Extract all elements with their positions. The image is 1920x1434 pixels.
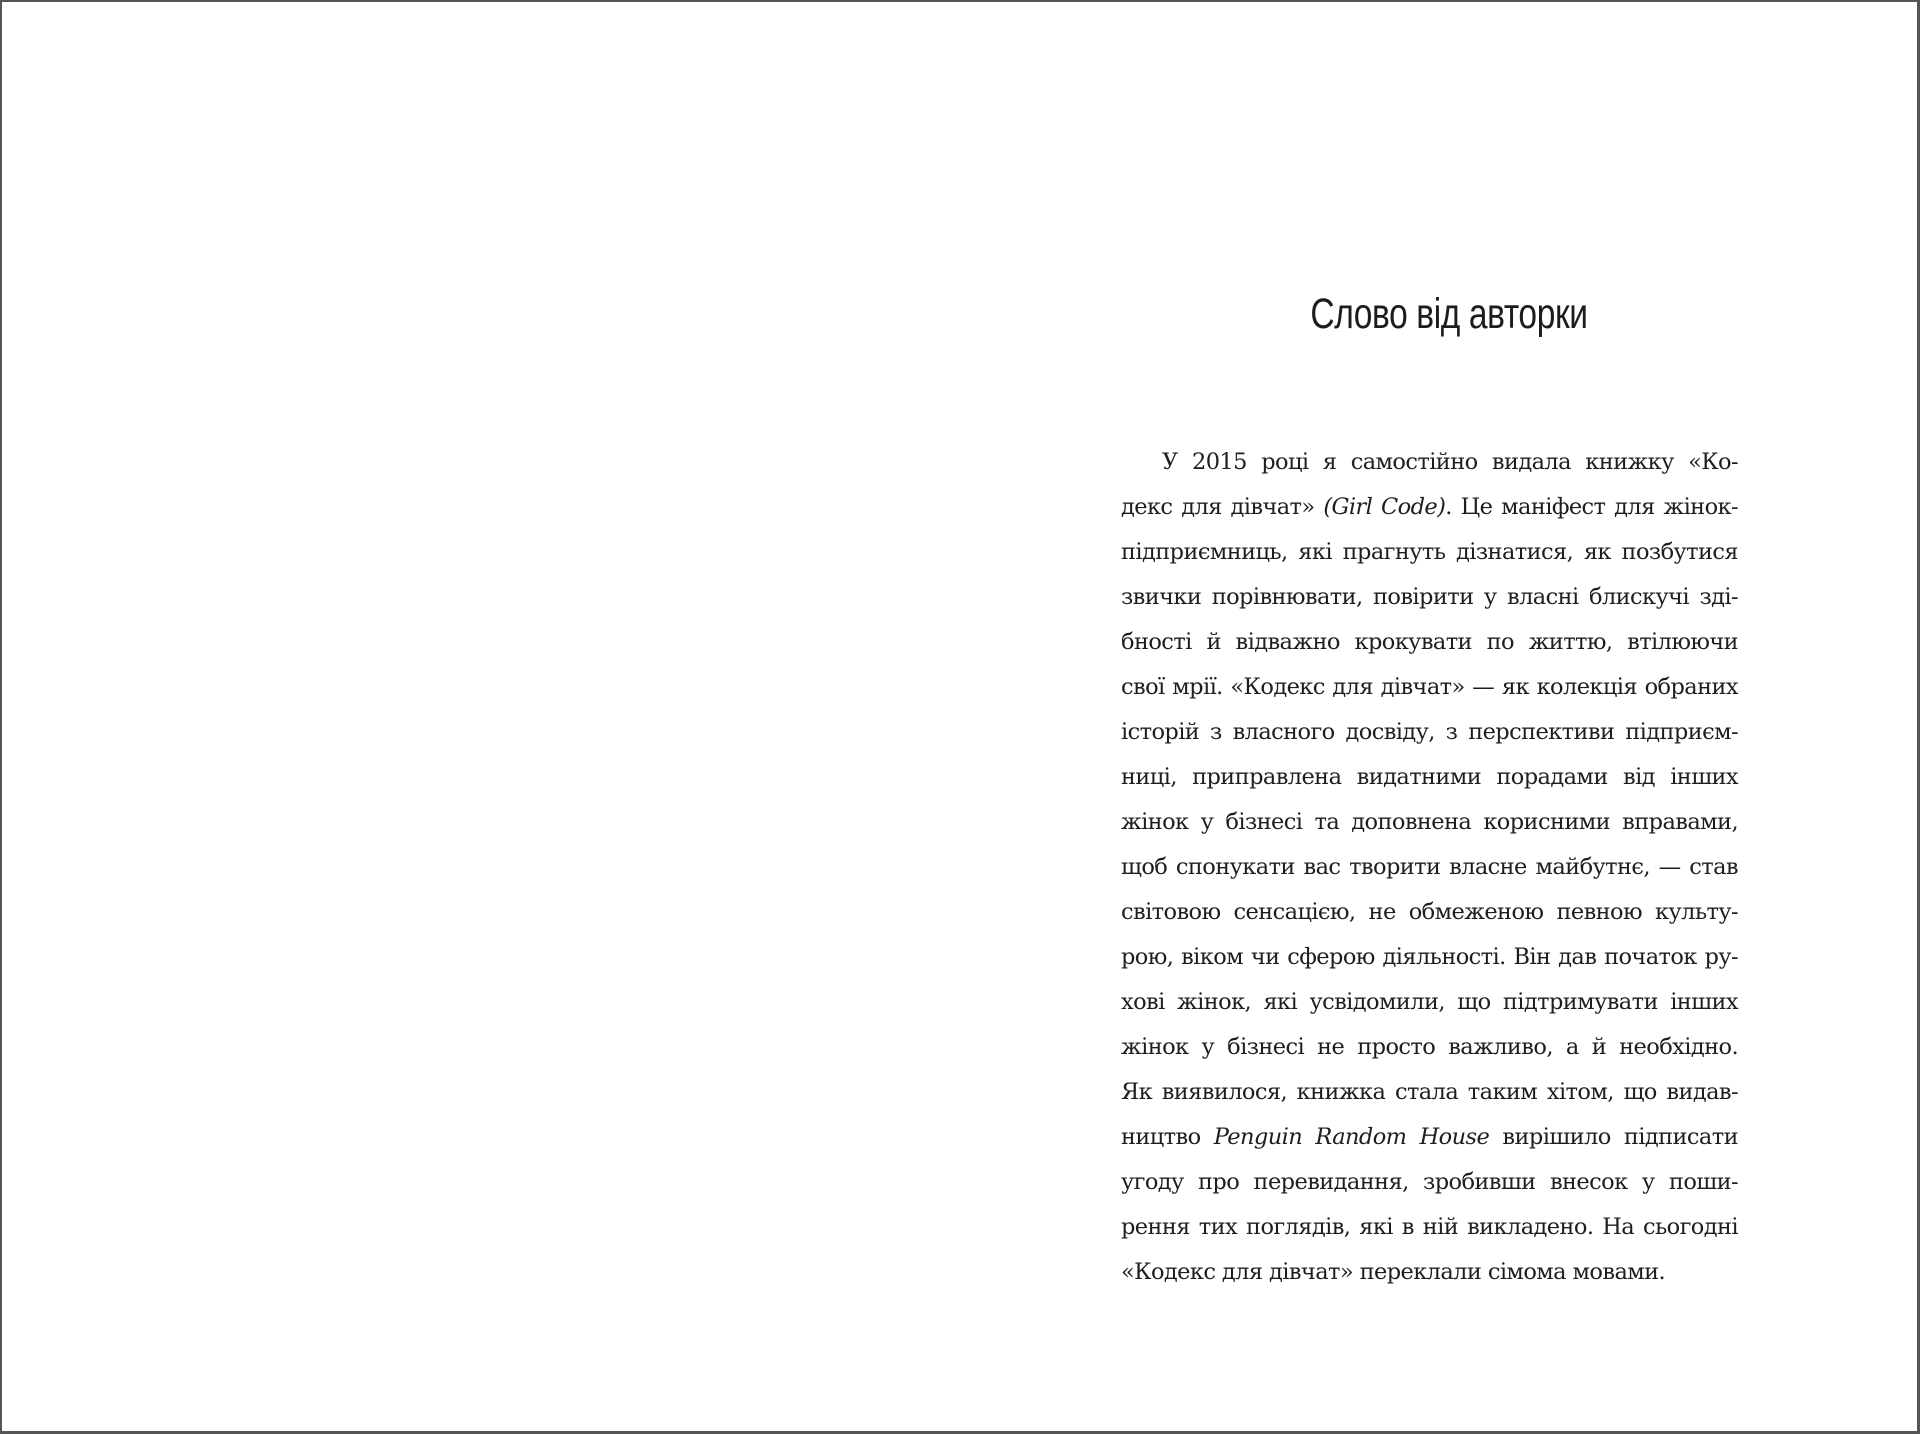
text-line: У 2015 році я самостійно видала книжку «Ко-: [1162, 449, 1738, 475]
body-paragraph: [1121, 440, 1738, 1295]
text-line: жінок у бізнесі та доповнена корисними вправами,: [1121, 809, 1738, 835]
text-line: звички порівнювати, повірити у власні блискучі зді-: [1121, 584, 1738, 610]
text-line: рення тих поглядів, які в ній викладено. На сьогодні: [1121, 1214, 1738, 1240]
text-line: «Кодекс для дівчат» переклали сімома мовами.: [1121, 1259, 1666, 1285]
left-page-blank: [2, 2, 962, 1431]
text-line: ниці, приправлена видатними порадами від інших: [1121, 764, 1738, 790]
text-line: свої мрії. «Кодекс для дівчат» — як колекція обраних: [1121, 674, 1738, 700]
text-line: бності й відважно крокувати по життю, втілюючи: [1121, 629, 1738, 655]
text-line: Як виявилося, книжка стала таким хітом, що видав-: [1121, 1079, 1738, 1105]
text-line: угоду про перевидання, зробивши внесок у поши-: [1121, 1169, 1738, 1195]
text-line: світовою сенсацією, не обмеженою певною культу-: [1121, 899, 1738, 925]
text-line: підприємниць, які прагнуть дізнатися, як позбутися: [1121, 539, 1738, 565]
italic-publisher: Penguin Random House: [1213, 1124, 1490, 1150]
text-line: історій з власного досвіду, з перспективи підприєм-: [1121, 719, 1738, 745]
italic-title: (Girl Code): [1323, 494, 1446, 520]
right-page: [962, 2, 1920, 1431]
text-line: хові жінок, які усвідомили, що підтримувати інших: [1121, 989, 1738, 1015]
text-line: жінок у бізнесі не просто важливо, а й необхідно.: [1121, 1034, 1738, 1060]
text-line: ництво Penguin Random House вирішило підписати: [1121, 1124, 1738, 1150]
chapter-title: Слово від авторки: [1310, 290, 1588, 338]
text-line: декс для дівчат» (Girl Code). Це маніфест для жінок-: [1121, 494, 1738, 520]
text-line: рою, віком чи сферою діяльності. Він дав початок ру-: [1121, 944, 1738, 970]
text-line: щоб спонукати вас творити власне майбутнє, — став: [1121, 854, 1738, 880]
